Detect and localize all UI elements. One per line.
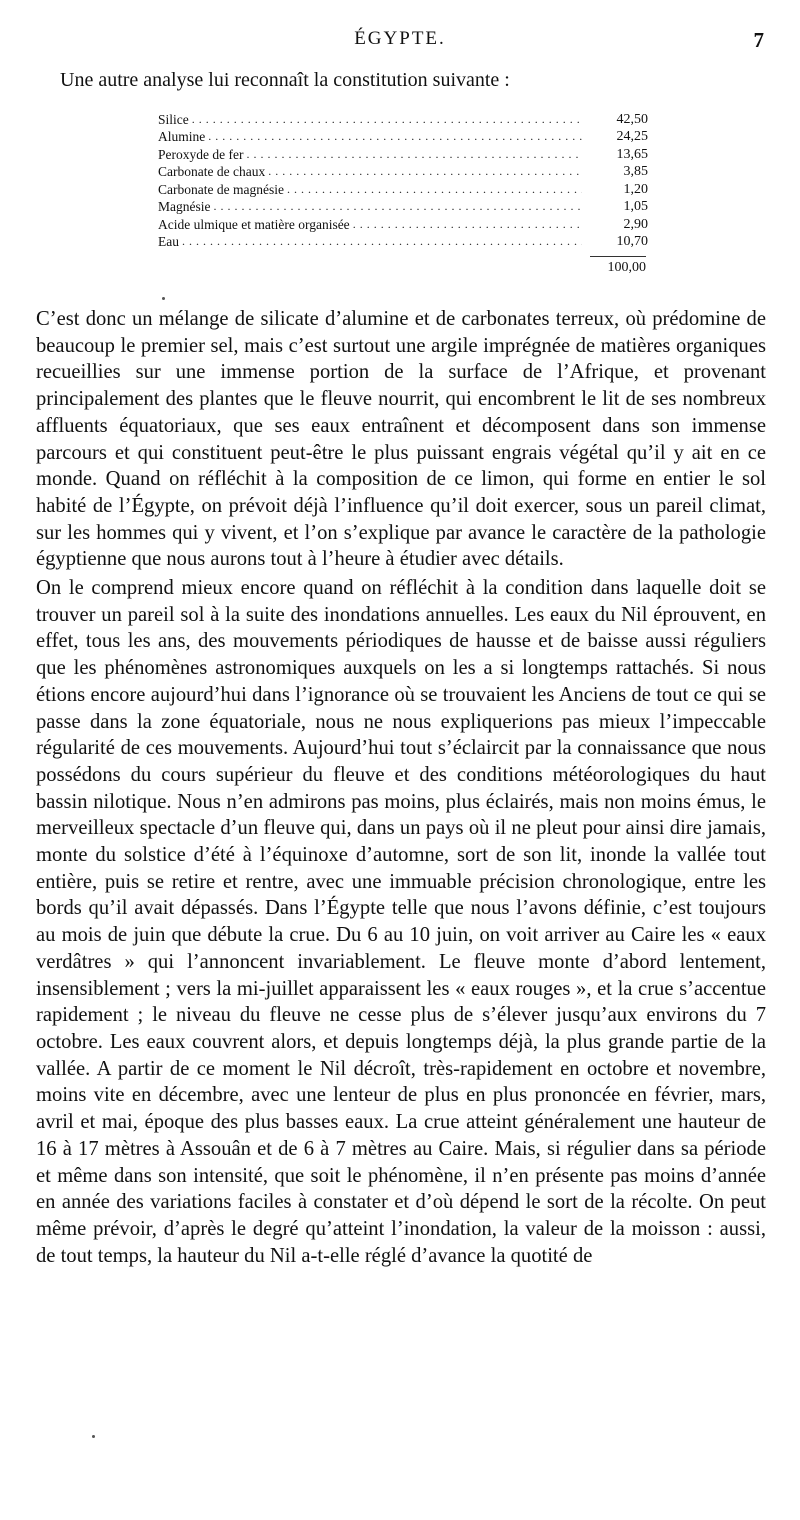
ink-speck xyxy=(92,1435,95,1438)
intro-sentence: Une autre analyse lui reconnaît la constitution suivante : xyxy=(60,69,510,91)
table-row xyxy=(158,163,648,181)
dot-leader xyxy=(182,233,582,250)
table-row xyxy=(158,110,648,128)
component-value: 42,50 xyxy=(616,111,648,127)
ink-speck xyxy=(162,297,165,300)
component-value: 3,85 xyxy=(623,164,648,179)
component-label: Carbonate de magnésie xyxy=(158,181,284,197)
component-label: Alumine xyxy=(158,129,206,144)
component-label: Magnésie xyxy=(158,199,211,214)
component-value: 1,05 xyxy=(623,199,648,214)
table-row xyxy=(158,198,648,216)
component-label: Carbonate de chaux xyxy=(158,164,266,179)
dot-leader xyxy=(208,128,582,145)
table-row xyxy=(158,233,648,251)
table-row xyxy=(158,180,648,198)
dot-leader xyxy=(246,146,582,163)
running-title: ÉGYPTE. xyxy=(354,28,446,49)
component-value: 13,65 xyxy=(616,146,648,162)
dot-leader xyxy=(268,163,582,180)
table-row xyxy=(158,128,648,146)
table-row xyxy=(158,215,648,233)
dot-leader xyxy=(353,216,582,233)
page-number: 7 xyxy=(753,28,764,52)
paragraph-limon: C’est donc un mélange de silicate d’alumine et de carbonates terreux, où prédomine de beaucoup le premier sel, mais c’est surtout une argile imprégnée de matières organiques recueillies sur une immense portion de la surface de l’Afrique, et provenant principalement des plantes que le fleuve nourrit, qui encombrent le lit de ses nombreux affluents équatoriaux, que ses eaux entraînent et décomposent dans son immense parcours et qui constituent peut-être le plus puissant engrais végétal qu’il y ait en ce monde. Quand on réfléchit à la composition de ce limon, qui forme en entier le sol habité de l’Égypte, on prévoit déjà l’influence qu’il doit exercer, sous un pareil climat, sur les hommes qui y vivent, et l’on s’explique par avance le caractère de la pathologie égyptienne que nous aurons tout à l’heure à étudier avec détails. xyxy=(36,308,766,571)
component-label: Acide ulmique et matière organisée xyxy=(158,216,350,232)
running-head xyxy=(0,28,800,58)
dot-leader xyxy=(213,198,582,215)
paragraph-inondations: On le comprend mieux encore quand on réfléchit à la condition dans laquelle doit se trouver un pareil sol à la suite des inondations annuelles. Les eaux du Nil éprouvent, en effet, tous les ans, des mouvements périodiques de hausse et de baisse aussi réguliers que les phénomènes astronomiques auxquels on les a si longtemps rattachés. Si nous étions encore aujourd’hui dans l’ignorance où se trouvaient les Anciens de tout ce qui se passe dans la zone équatoriale, nous ne nous expliquerions pas mieux l’impeccable régularité de ces mouvements. Aujourd’hui tout s’éclaircit par la connaissance que nous possédons du cours supérieur du fleuve et des conditions météorologiques du haut bassin nilotique. Nous n’en admirons pas moins, plus éclairés, mais non moins émus, le merveilleux spectacle d’un fleuve qui, dans un pays où il ne pleut pour ainsi dire jamais, monte du solstice d’été à l’équinoxe d’automne, sort de son lit, inonde la vallée tout entière, puis se retire et rentre, avec une immuable précision chronologique, entre les bords qu’il avait dépassés. Dans l’Égypte telle que nous l’avons définie, c’est toujours au mois de juin que débute la crue. Du 6 au 10 juin, on voit arriver au Caire les « eaux verdâtres » qui l’annoncent invariablement. Le fleuve monte d’abord lentement, insensiblement ; vers la mi-juillet apparaissent les « eaux rouges », et la crue s’accentue rapidement ; le niveau du fleuve ne cesse plus de s’élever jusqu’aux environs du 7 octobre. Les eaux couvrent alors, et depuis longtemps déjà, la plus grande partie de la vallée. A partir de ce moment le Nil décroît, très-rapidement en octobre et novembre, moins vite en décembre, avec une lenteur de plus en plus prononcée en février, mars, avril et mai, époque des plus basses eaux. La crue atteint généralement une hauteur de 16 à 17 mètres à Assouân et de 6 à 7 mètres au Caire. Mais, si régulier dans sa période et même dans son intensité, que soit le phénomène, il n’en présente pas moins d’année en année des variations faciles à constater et d’où dépend le sort de la récolte. On peut même prévoir, d’après le degré qu’atteint l’inondation, la valeur de la moisson : aussi, de tout temps, la hauteur du Nil a-t-elle réglé d’avance la quotité de xyxy=(36,577,766,1267)
component-value: 24,25 xyxy=(616,129,648,144)
composition-table xyxy=(158,110,648,276)
component-label: Silice xyxy=(158,111,189,127)
body-text xyxy=(36,306,766,1269)
component-label: Eau xyxy=(158,234,179,249)
component-label: Peroxyde de fer xyxy=(158,146,244,162)
component-value: 10,70 xyxy=(616,234,648,249)
table-row xyxy=(158,145,648,163)
total-rule xyxy=(590,256,646,257)
dot-leader xyxy=(287,181,582,198)
dot-leader xyxy=(192,111,582,128)
component-value: 2,90 xyxy=(623,216,648,232)
component-value: 1,20 xyxy=(623,181,648,197)
composition-total: 100,00 xyxy=(607,260,646,275)
